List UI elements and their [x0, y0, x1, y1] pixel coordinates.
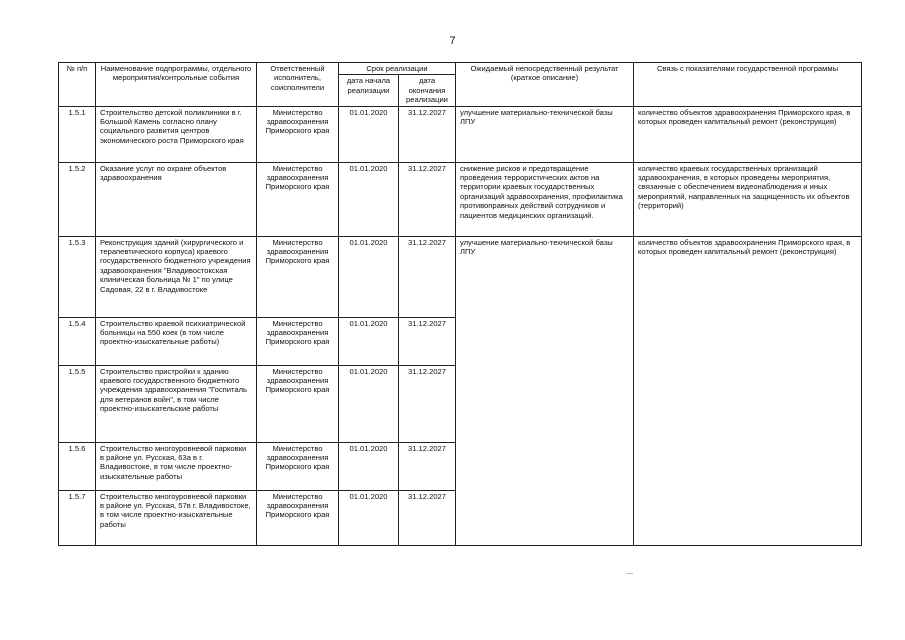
row-responsible: Министерство здравоохранения Приморского края: [257, 106, 339, 162]
row-number: 1.5.3: [59, 236, 96, 317]
row-number: 1.5.4: [59, 317, 96, 365]
row-start-date: 01.01.2020: [339, 490, 399, 545]
scan-mark: [626, 573, 633, 574]
row-expected-result: снижение рисков и предотвращение проведения террористических актов на территории краевых государственных организаций здравоохранения, профилактика противоправных действий сотрудников и пациентов медицинских организаций.: [456, 162, 634, 236]
row-start-date: 01.01.2020: [339, 162, 399, 236]
header-number: № п/п: [59, 63, 96, 107]
row-activity-name: Оказание услуг по охране объектов здравоохранения: [96, 162, 257, 236]
row-start-date: 01.01.2020: [339, 442, 399, 490]
row-activity-name: Строительство многоуровневой парковки в районе ул. Русская, 63а в г. Владивостоке, в том числе проектно-изыскательные работы: [96, 442, 257, 490]
row-end-date: 31.12.2027: [399, 236, 456, 317]
table-row: [59, 106, 862, 162]
row-start-date: 01.01.2020: [339, 236, 399, 317]
row-activity-name: Строительство многоуровневой парковки в районе ул. Русская, 57в г. Владивостоке, в том числе проектно-изыскательные работы: [96, 490, 257, 545]
row-responsible: Министерство здравоохранения Приморского края: [257, 162, 339, 236]
row-activity-name: Строительство пристройки к зданию краевого государственного бюджетного учреждения здравоохранения "Госпиталь для ветеранов войн", в том числе проектно-изыскательские работы: [96, 365, 257, 442]
header-activity-name: Наименование подпрограммы, отдельного мероприятия/контрольные события: [96, 63, 257, 107]
row-end-date: 31.12.2027: [399, 317, 456, 365]
row-expected-result: улучшение материально-технической базы ЛПУ: [456, 106, 634, 162]
row-number: 1.5.7: [59, 490, 96, 545]
header-expected-result: Ожидаемый непосредственный результат (краткое описание): [456, 63, 634, 107]
row-indicators: количество объектов здравоохранения Приморского края, в которых проведен капитальный ремонт (реконструкция): [634, 236, 862, 545]
header-period: Срок реализации: [339, 63, 456, 75]
row-responsible: Министерство здравоохранения Приморского края: [257, 365, 339, 442]
row-number: 1.5.2: [59, 162, 96, 236]
row-activity-name: Строительство краевой психиатрической больницы на 550 коек (в том числе проектно-изыскательные работы): [96, 317, 257, 365]
row-responsible: Министерство здравоохранения Приморского края: [257, 236, 339, 317]
row-indicators: количество краевых государственных организаций здравоохранения, в которых проведены мероприятия, связанные с обеспечением видеонаблюдения и иных мероприятий, направленных на защищенность их объектов (территорий): [634, 162, 862, 236]
header-start-date: дата начала реализации: [339, 75, 399, 106]
row-end-date: 31.12.2027: [399, 162, 456, 236]
row-start-date: 01.01.2020: [339, 106, 399, 162]
table-row: [59, 236, 862, 317]
row-responsible: Министерство здравоохранения Приморского края: [257, 490, 339, 545]
row-activity-name: Строительство детской поликлиники в г. Большой Камень согласно плану социального развития центров экономического роста Приморского края: [96, 106, 257, 162]
row-start-date: 01.01.2020: [339, 317, 399, 365]
header-end-date: дата окончания реализации: [399, 75, 456, 106]
page-number: 7: [449, 35, 456, 47]
row-number: 1.5.6: [59, 442, 96, 490]
row-end-date: 31.12.2027: [399, 490, 456, 545]
row-expected-result: улучшение материально-технической базы ЛПУ: [456, 236, 634, 545]
table-row: [59, 162, 862, 236]
row-activity-name: Реконструкция зданий (хирургического и терапевтического корпуса) краевого государственного бюджетного учреждения здравоохранения "Владивостокская клиническая больница № 1" по улице Садовая, 22 в г. Владивостоке: [96, 236, 257, 317]
row-number: 1.5.5: [59, 365, 96, 442]
row-responsible: Министерство здравоохранения Приморского края: [257, 442, 339, 490]
header-indicators: Связь с показателями государственной программы: [634, 63, 862, 107]
row-end-date: 31.12.2027: [399, 106, 456, 162]
program-activities-table: [58, 62, 862, 546]
row-end-date: 31.12.2027: [399, 365, 456, 442]
row-start-date: 01.01.2020: [339, 365, 399, 442]
row-end-date: 31.12.2027: [399, 442, 456, 490]
header-responsible: Ответственный исполнитель, соисполнители: [257, 63, 339, 107]
row-number: 1.5.1: [59, 106, 96, 162]
row-indicators: количество объектов здравоохранения Приморского края, в которых проведен капитальный ремонт (реконструкция): [634, 106, 862, 162]
row-responsible: Министерство здравоохранения Приморского края: [257, 317, 339, 365]
